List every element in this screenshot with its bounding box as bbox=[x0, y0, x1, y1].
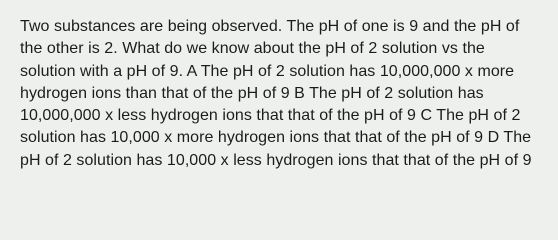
question-text: Two substances are being observed. The pH of one is 9 and the pH of the other is 2. What do we know about the pH of 2 solution vs the solution with a pH of 9. A The pH of 2 solution has 10,000,000 x more hydrogen ions than that of the pH of 9 B The pH of 2 solution has 10,000,000 x less hydrogen ions that that of the pH of 9 C The pH of 2 solution has 10,000 x more hydrogen ions that that of the pH of 9 D The pH of 2 solution has 10,000 x less hydrogen ions that that of the pH of 9 bbox=[20, 18, 532, 169]
